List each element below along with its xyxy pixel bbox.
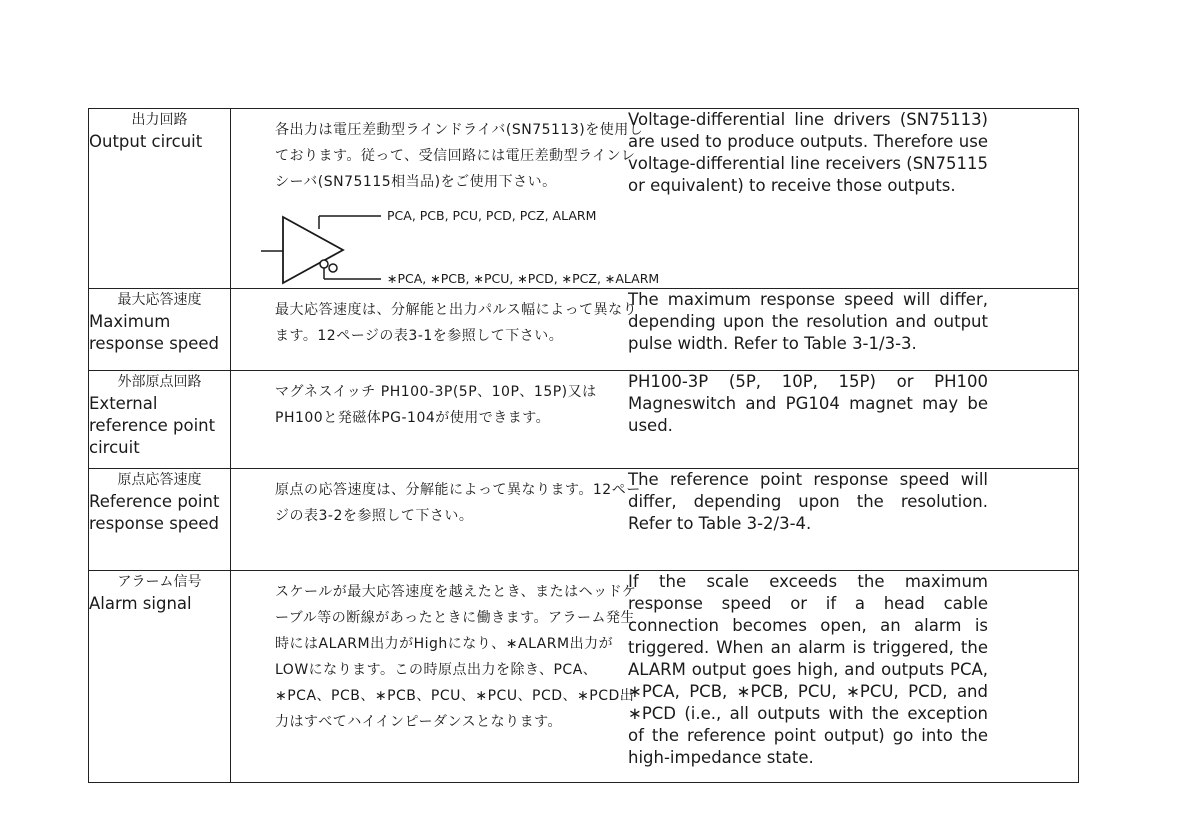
spec-row-output-circuit: [89, 109, 1079, 289]
spec-text-ja: 各出力は電圧差動型ラインドライバ(SN75113)を使用しております。従って、受信回路には電圧差動型ラインレシーバ(SN75115相当品)をご使用下さい。: [275, 122, 644, 190]
spec-label-cell: [89, 289, 231, 371]
line-driver-diagram: [261, 205, 911, 295]
spec-body-cell: [231, 109, 1079, 289]
spec-body-cell: [231, 289, 1079, 371]
spec-label-en: Output circuit: [89, 132, 203, 151]
spec-label-cell: [89, 109, 231, 289]
spec-text-en: The reference point response speed will differ, depending upon the resolution. Refer to Table 3-2/3-4.: [628, 470, 988, 533]
spec-text-en: The maximum response speed will differ, depending upon the resolution and output pulse width. Refer to Table 3-1/3-3.: [628, 290, 988, 353]
spec-body-cell: [231, 571, 1079, 783]
spec-text-ja: 最大応答速度は、分解能と出力パルス幅によって異なります。12ページの表3-1を参照して下さい。: [275, 302, 638, 344]
spec-label-en: External reference point circuit: [89, 394, 216, 457]
spec-label-cell: [89, 571, 231, 783]
spec-text-ja: マグネスイッチ PH100-3P(5P、10P、15P)又は PH100と発磁体PG-104が使用できます。: [275, 384, 597, 426]
spec-row-maximum-response-speed: [89, 289, 1079, 371]
spec-label-cell: [89, 469, 231, 571]
spec-text-en: Voltage-differential line drivers (SN75113) are used to produce outputs. Therefore use voltage-differential line receivers (SN75115 or equivalent) to receive those outputs.: [628, 110, 988, 195]
spec-row-alarm-signal: [89, 571, 1079, 783]
driver-triangle: [283, 217, 343, 283]
spec-label-en: Alarm signal: [89, 594, 192, 613]
positive-output-label: PCA, PCB, PCU, PCD, PCZ, ALARM: [387, 208, 597, 223]
spec-text-ja: スケールが最大応答速度を越えたとき、またはヘッドケーブル等の断線があったときに働きます。アラーム発生時にはALARM出力がHighになり、∗ALARM出力がLOWになります。この時原点出力を除き、PCA、∗PCA、PCB、∗PCB、PCU、∗PCU、PCD、∗PCD出力はすべてハイインピーダンスとなります。: [275, 584, 637, 730]
spec-label-en: Reference point response speed: [89, 492, 220, 533]
spec-label-ja: アラーム信号: [117, 574, 202, 590]
spec-label-ja: 外部原点回路: [117, 374, 202, 390]
spec-row-external-reference-point-circuit: [89, 371, 1079, 469]
spec-text-en: If the scale exceeds the maximum response speed or if a head cable connection becomes open, an alarm is triggered. When an alarm is triggered, the ALARM output goes high, and outputs PCA, ∗PCA, PCB, ∗PCB, PCU, ∗PCU, PCD, and ∗PCD (i.e., all outputs with the exception of the reference point output) go into the high-impedance state.: [628, 572, 988, 767]
spec-text-en: PH100-3P (5P, 10P, 15P) or PH100 Magneswitch and PG104 magnet may be used.: [628, 372, 988, 435]
spec-body-cell: [231, 371, 1079, 469]
spec-label-ja: 原点応答速度: [117, 472, 202, 488]
spec-table: [88, 108, 1079, 783]
spec-text-ja: 原点の応答速度は、分解能によって異なります。12ページの表3-2を参照して下さい。: [275, 482, 641, 524]
negative-output-label: ∗PCA, ∗PCB, ∗PCU, ∗PCD, ∗PCZ, ∗ALARM: [387, 271, 660, 286]
spec-label-en: Maximum response speed: [89, 312, 220, 353]
spec-label-cell: [89, 371, 231, 469]
spec-row-reference-point-response-speed: [89, 469, 1079, 571]
spec-body-cell: [231, 469, 1079, 571]
enable-bubble: [329, 264, 337, 272]
inverting-bubble: [320, 260, 328, 268]
spec-label-ja: 出力回路: [131, 112, 188, 128]
spec-label-ja: 最大応答速度: [117, 292, 202, 308]
